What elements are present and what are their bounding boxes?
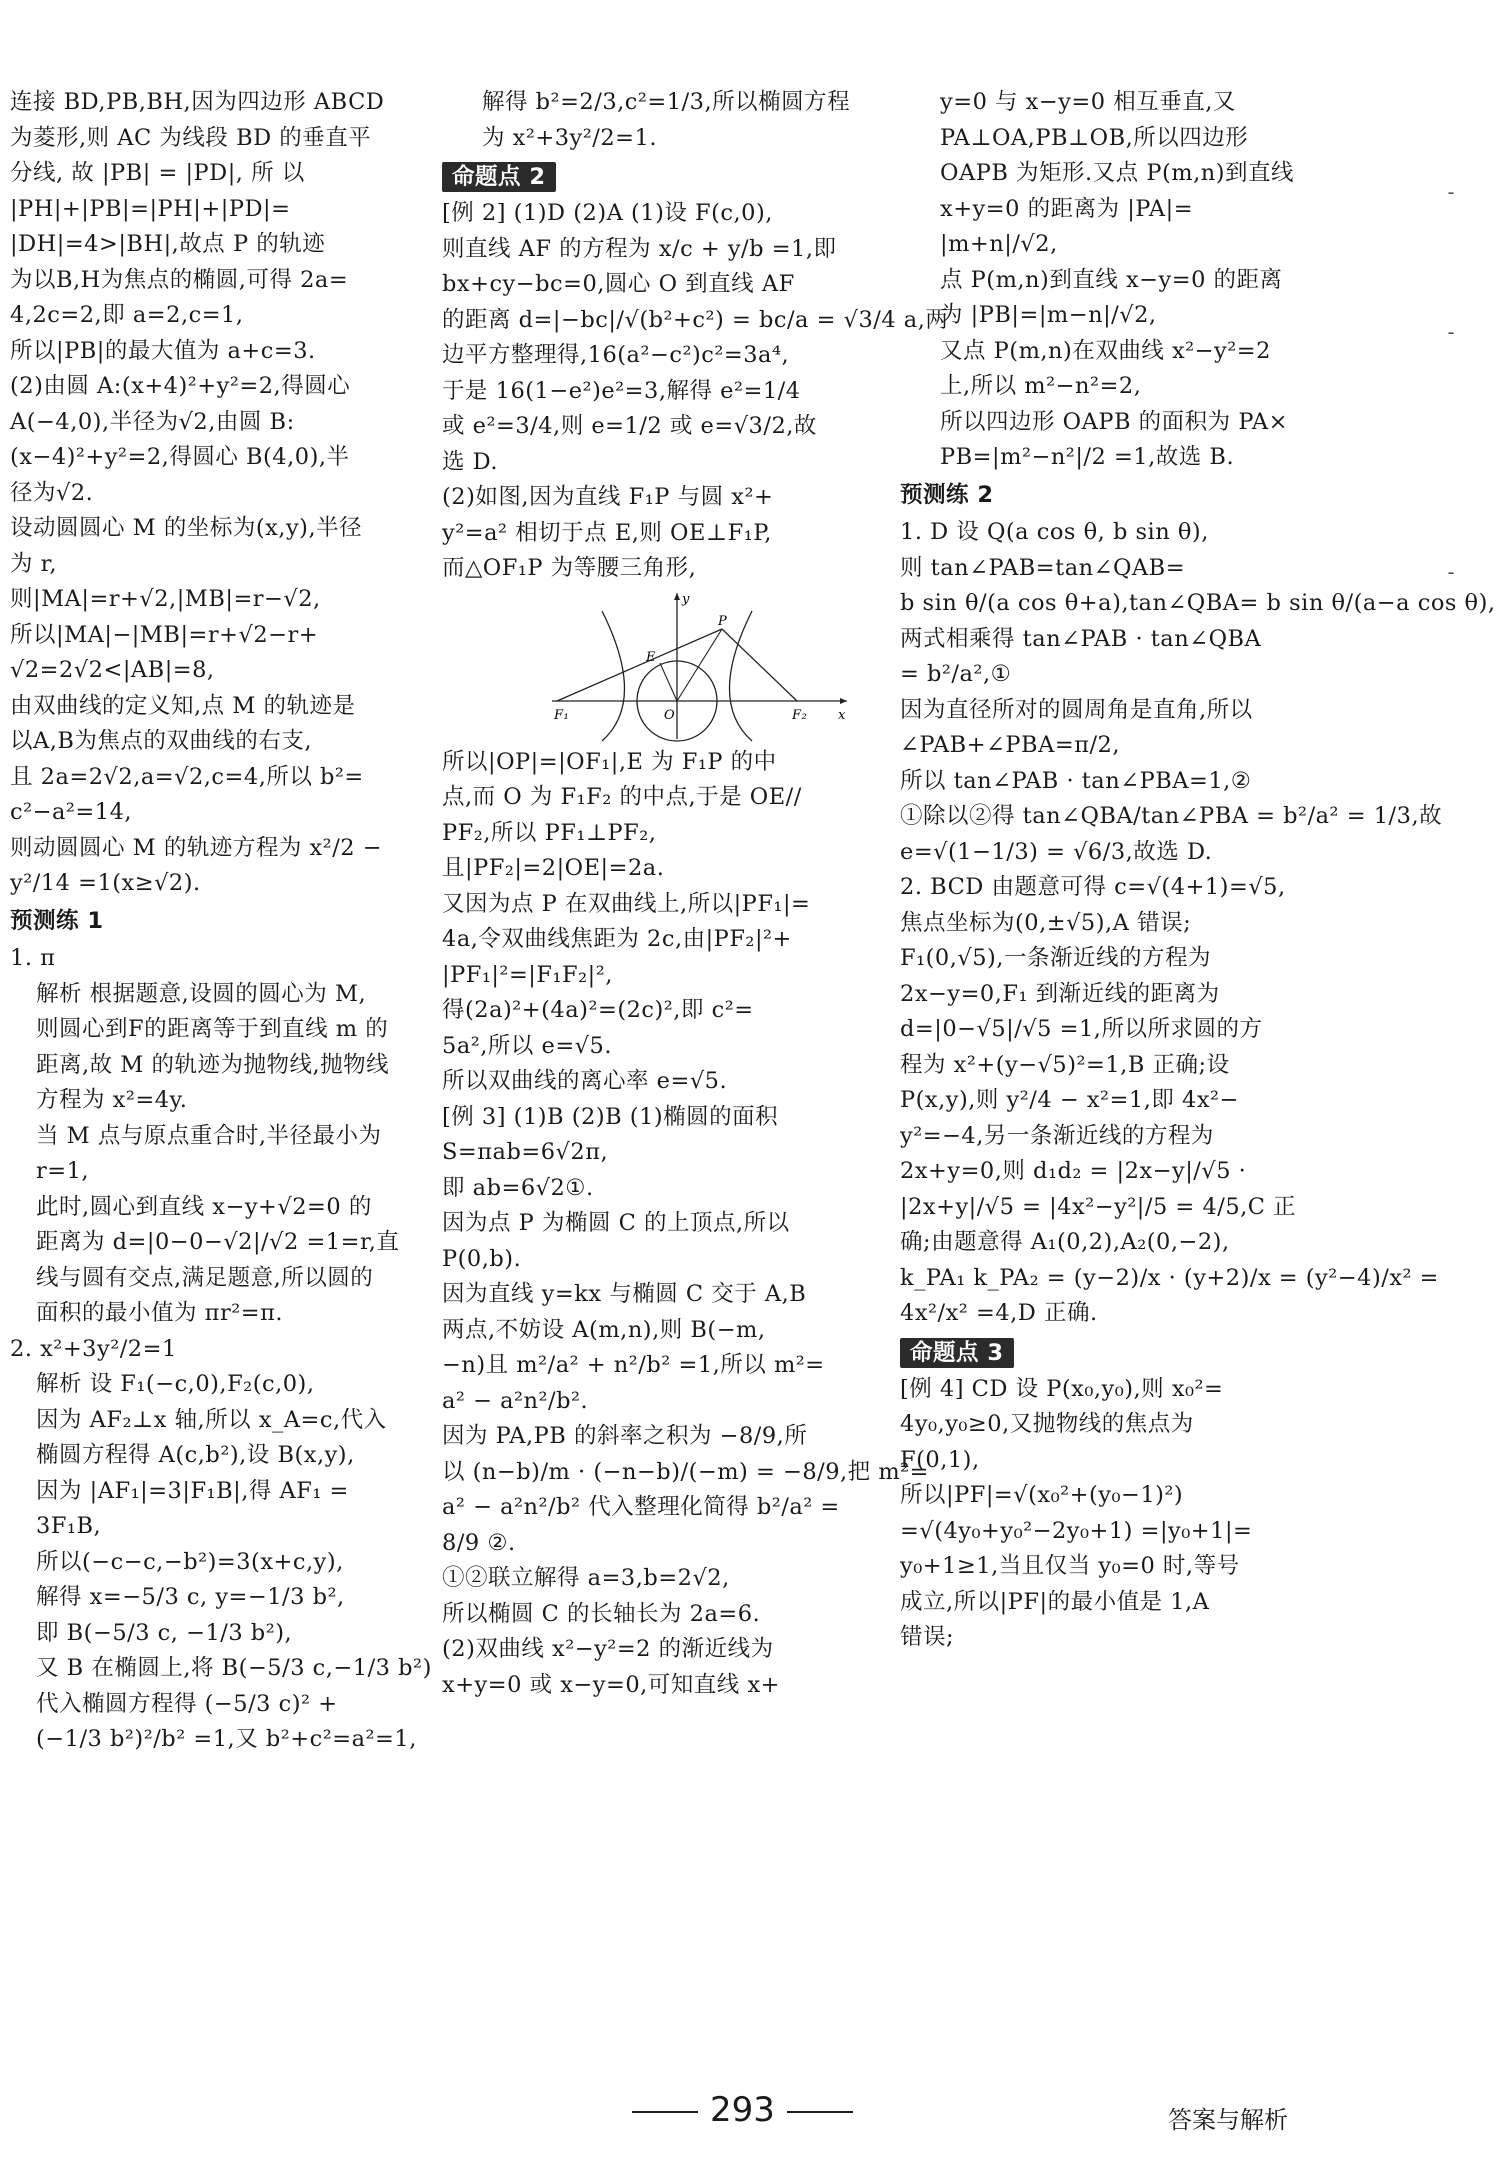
text-line: e=√(1−1/3) = √6/3,故选 D. bbox=[900, 838, 1213, 865]
text-line: S=πab=6√2π, bbox=[442, 1139, 609, 1165]
text-line: 2x−y=0,F₁ 到渐近线的距离为 bbox=[900, 980, 1220, 1007]
section-heading-practice-2: 预测练 2 bbox=[900, 481, 994, 508]
figure-label-y: y bbox=[682, 591, 690, 607]
text-line: 边平方整理得,16(a²−c²)c²=3a⁴, bbox=[442, 342, 790, 368]
text-line: 为菱形,则 AC 为线段 BD 的垂直平 bbox=[10, 124, 372, 151]
text-line: 所以 tan∠PAB · tan∠PBA=1,② bbox=[900, 767, 1252, 794]
text-line: [例 4] CD 设 P(x₀,y₀),则 x₀²= bbox=[900, 1375, 1224, 1402]
text-line: 此时,圆心到直线 x−y+√2=0 的 bbox=[36, 1193, 372, 1220]
text-line: 因为 PA,PB 的斜率之积为 −8/9,所 bbox=[442, 1423, 808, 1449]
figure-line-f1p bbox=[557, 629, 722, 701]
text-line: y²=−4,另一条渐近线的方程为 bbox=[900, 1122, 1214, 1149]
text-line: |PF₁|²=|F₁F₂|², bbox=[442, 961, 613, 988]
figure-label-f1: F₁ bbox=[554, 707, 570, 723]
text-line: y²/14 =1(x≥√2). bbox=[10, 870, 201, 896]
text-line: 两点,不妨设 A(m,n),则 B(−m, bbox=[442, 1316, 766, 1343]
text-line: 设动圆圆心 M 的坐标为(x,y),半径 bbox=[10, 515, 363, 541]
margin-mark: - bbox=[1444, 180, 1457, 204]
text-line: 又 B 在椭圆上,将 B(−5/3 c,−1/3 b²) bbox=[36, 1655, 432, 1681]
text-line: 分线, 故 |PB| = |PD|, 所 以 bbox=[10, 160, 305, 186]
text-line: k_PA₁ k_PA₂ = (y−2)/x · (y+2)/x = (y²−4)/x² = bbox=[900, 1264, 1440, 1291]
text-line: |m+n|/√2, bbox=[940, 231, 1058, 257]
text-line: 解得 x=−5/3 c, y=−1/3 b², bbox=[36, 1584, 345, 1610]
text-line: 而△OF₁P 为等腰三角形, bbox=[442, 555, 697, 581]
text-line: PB=|m²−n²|/2 =1,故选 B. bbox=[940, 444, 1235, 470]
text-line: 由双曲线的定义知,点 M 的轨迹是 bbox=[10, 692, 356, 719]
text-line: 所以(−c−c,−b²)=3(x+c,y), bbox=[36, 1548, 344, 1575]
text-line: F(0,1), bbox=[900, 1446, 980, 1473]
text-line: (2)双曲线 x²−y²=2 的渐近线为 bbox=[442, 1636, 774, 1662]
text-line: 所以椭圆 C 的长轴长为 2a=6. bbox=[442, 1600, 761, 1627]
text-line: 即 ab=6√2①. bbox=[442, 1174, 594, 1201]
column-left-text-top bbox=[10, 85, 442, 902]
column-right bbox=[900, 85, 1496, 1656]
text-line: P(x,y),则 y²/4 − x²=1,即 4x²− bbox=[900, 1087, 1239, 1113]
text-line: y₀+1≥1,当且仅当 y₀=0 时,等号 bbox=[900, 1553, 1240, 1579]
text-line: 线与圆有交点,满足题意,所以圆的 bbox=[36, 1264, 374, 1291]
text-line: bx+cy−bc=0,圆心 O 到直线 AF bbox=[442, 271, 795, 297]
tag-proposition-3: 命题点 3 bbox=[900, 1338, 1014, 1368]
column-right-text-practice2 bbox=[900, 515, 1496, 1332]
text-line: 当 M 点与原点重合时,半径最小为 bbox=[36, 1122, 382, 1149]
text-line: 确;由题意得 A₁(0,2),A₂(0,−2), bbox=[900, 1229, 1230, 1255]
text-line: F₁(0,√5),一条渐近线的方程为 bbox=[900, 945, 1211, 971]
text-line: √2=2√2<|AB|=8, bbox=[10, 657, 215, 683]
text-line: 或 e²=3/4,则 e=1/2 或 e=√3/2,故 bbox=[442, 413, 817, 439]
text-line: −n)且 m²/a² + n²/b² =1,所以 m²= bbox=[442, 1352, 825, 1378]
text-line: d=|0−√5|/√5 =1,所以所求圆的方 bbox=[900, 1016, 1263, 1042]
text-line: P(0,b). bbox=[442, 1245, 522, 1272]
figure-label-o: O bbox=[664, 707, 676, 723]
text-line: 点,而 O 为 F₁F₂ 的中点,于是 OE// bbox=[442, 784, 802, 810]
text-line: 成立,所以|PF|的最小值是 1,A bbox=[900, 1588, 1210, 1615]
text-line: b sin θ/(a cos θ+a),tan∠QBA= b sin θ/(a−a cos θ), bbox=[900, 590, 1496, 616]
text-line: 则直线 AF 的方程为 x/c + y/b =1,即 bbox=[442, 235, 837, 262]
text-line: 2x+y=0,则 d₁d₂ = |2x−y|/√5 · bbox=[900, 1158, 1247, 1184]
text-line: 代入椭圆方程得 (−5/3 c)² + bbox=[36, 1690, 338, 1717]
text-line: |2x+y|/√5 = |4x²−y²|/5 = 4/5,C 正 bbox=[900, 1193, 1297, 1220]
figure-label-e: E bbox=[646, 649, 656, 665]
text-line: (x−4)²+y²=2,得圆心 B(4,0),半 bbox=[10, 444, 350, 470]
text-line: 则动圆圆心 M 的轨迹方程为 x²/2 − bbox=[10, 834, 383, 861]
page-number-dash-left bbox=[632, 2111, 698, 2113]
text-line: 于是 16(1−e²)e²=3,解得 e²=1/4 bbox=[442, 377, 801, 404]
footer-section-label: 答案与解析 bbox=[1168, 2106, 1288, 2134]
margin-mark: - bbox=[1444, 560, 1457, 584]
text-line: [例 3] (1)B (2)B (1)椭圆的面积 bbox=[442, 1103, 779, 1130]
hyperbola-circle-figure bbox=[552, 591, 852, 741]
text-line: 因为 |AF₁|=3|F₁B|,得 AF₁ = bbox=[36, 1477, 349, 1504]
tag-proposition-2: 命题点 2 bbox=[442, 162, 556, 192]
text-line: 2. x²+3y²/2=1 bbox=[10, 1335, 177, 1362]
page-number-dash-right bbox=[787, 2111, 853, 2113]
text-line: 则 tan∠PAB=tan∠QAB= bbox=[900, 554, 1186, 581]
column-left-text-bottom bbox=[10, 941, 442, 1758]
page-number-value: 293 bbox=[710, 2090, 775, 2130]
text-line: x+y=0 的距离为 |PA|= bbox=[940, 195, 1194, 222]
text-line: 8/9 ②. bbox=[442, 1529, 516, 1556]
text-line: 得(2a)²+(4a)²=(2c)²,即 c²= bbox=[442, 997, 754, 1023]
text-line: 距离为 d=|0−0−√2|/√2 =1=r,直 bbox=[36, 1229, 400, 1255]
text-line: r=1, bbox=[36, 1158, 90, 1184]
text-line: y²=a² 相切于点 E,则 OE⊥F₁P, bbox=[442, 519, 772, 546]
text-line: 2. BCD 由题意可得 c=√(4+1)=√5, bbox=[900, 874, 1286, 900]
text-line: 以 (n−b)/m · (−n−b)/(−m) = −8/9,把 m²= bbox=[442, 1458, 930, 1485]
text-line: 为 r, bbox=[10, 550, 58, 577]
text-line: 3F₁B, bbox=[36, 1513, 102, 1539]
text-line: 因为点 P 为椭圆 C 的上顶点,所以 bbox=[442, 1210, 790, 1236]
text-line: (2)由圆 A:(x+4)²+y²=2,得圆心 bbox=[10, 373, 351, 399]
text-line: 则|MA|=r+√2,|MB|=r−√2, bbox=[10, 586, 321, 612]
text-line: a² − a²n²/b². bbox=[442, 1387, 589, 1414]
text-line: |DH|=4>|BH|,故点 P 的轨迹 bbox=[10, 231, 326, 257]
text-line: 4a,令双曲线焦距为 2c,由|PF₂|²+ bbox=[442, 926, 792, 952]
text-line: (2)如图,因为直线 F₁P 与圆 x²+ bbox=[442, 484, 774, 510]
text-line: ①除以②得 tan∠QBA/tan∠PBA = b²/a² = 1/3,故 bbox=[900, 803, 1443, 829]
figure-hyperbola-right bbox=[730, 611, 753, 741]
text-line: 且 2a=2√2,a=√2,c=4,所以 b²= bbox=[10, 763, 364, 790]
figure-line-oe bbox=[660, 663, 677, 701]
text-line: c²−a²=14, bbox=[10, 799, 133, 825]
text-line: PA⊥OA,PB⊥OB,所以四边形 bbox=[940, 124, 1249, 151]
text-line: 连接 BD,PB,BH,因为四边形 ABCD bbox=[10, 89, 385, 115]
text-line: a² − a²n²/b² 代入整理化简得 b²/a² = bbox=[442, 1494, 840, 1520]
text-line: 以A,B为焦点的双曲线的右支, bbox=[10, 728, 313, 754]
figure-label-x: x bbox=[838, 707, 846, 723]
column-middle-text-top bbox=[442, 85, 890, 156]
text-line: 错误; bbox=[900, 1624, 955, 1650]
text-line: 则圆心到F的距离等于到直线 m 的 bbox=[36, 1016, 389, 1042]
text-line: 所以|MA|−|MB|=r+√2−r+ bbox=[10, 621, 319, 648]
text-line: PF₂,所以 PF₁⊥PF₂, bbox=[442, 819, 657, 846]
text-line: 选 D. bbox=[442, 448, 499, 475]
section-heading-practice-1: 预测练 1 bbox=[10, 907, 104, 934]
text-line: 4,2c=2,即 a=2,c=1, bbox=[10, 302, 244, 328]
text-line: 焦点坐标为(0,±√5),A 错误; bbox=[900, 909, 1192, 936]
text-line: 1. D 设 Q(a cos θ, b sin θ), bbox=[900, 519, 1209, 545]
column-right-text-top bbox=[900, 85, 1352, 476]
text-line: ①②联立解得 a=3,b=2√2, bbox=[442, 1565, 730, 1591]
text-line: 解析 设 F₁(−c,0),F₂(c,0), bbox=[36, 1371, 315, 1397]
text-line: 所以四边形 OAPB 的面积为 PA× bbox=[940, 408, 1289, 435]
figure-x-arrow bbox=[840, 698, 847, 704]
text-line: x+y=0 或 x−y=0,可知直线 x+ bbox=[442, 1671, 780, 1698]
text-line: ∠PAB+∠PBA=π/2, bbox=[900, 732, 1121, 758]
text-line: 径为√2. bbox=[10, 479, 94, 506]
text-line: 又因为点 P 在双曲线上,所以|PF₁|= bbox=[442, 890, 811, 917]
column-left bbox=[10, 85, 442, 1758]
text-line: 5a²,所以 e=√5. bbox=[442, 1032, 613, 1059]
text-line: 4x²/x² =4,D 正确. bbox=[900, 1300, 1098, 1326]
text-line: (−1/3 b²)²/b² =1,又 b²+c²=a²=1, bbox=[36, 1726, 417, 1752]
text-line: 面积的最小值为 πr²=π. bbox=[36, 1300, 284, 1326]
text-line: 所以双曲线的离心率 e=√5. bbox=[442, 1068, 728, 1094]
text-line: 所以|PB|的最大值为 a+c=3. bbox=[10, 337, 316, 364]
text-line: 因为 AF₂⊥x 轴,所以 x_A=c,代入 bbox=[36, 1406, 387, 1433]
figure-label-f2: F₂ bbox=[792, 707, 808, 723]
text-line: |PH|+|PB|=|PH|+|PD|= bbox=[10, 195, 291, 222]
text-line: 4y₀,y₀≥0,又抛物线的焦点为 bbox=[900, 1411, 1194, 1437]
text-line: 所以|PF|=√(x₀²+(y₀−1)²) bbox=[900, 1482, 1184, 1508]
page-number bbox=[620, 2090, 865, 2130]
text-line: y=0 与 x−y=0 相互垂直,又 bbox=[940, 89, 1236, 115]
figure-label-p: P bbox=[718, 613, 728, 629]
text-line: 椭圆方程得 A(c,b²),设 B(x,y), bbox=[36, 1442, 355, 1468]
text-line: = b²/a²,① bbox=[900, 661, 1012, 687]
figure-line-pf2 bbox=[722, 629, 797, 701]
text-line: 方程为 x²=4y. bbox=[36, 1087, 188, 1113]
text-line: OAPB 为矩形.又点 P(m,n)到直线 bbox=[940, 160, 1294, 186]
text-line: 且|PF₂|=2|OE|=2a. bbox=[442, 855, 665, 881]
text-line: 解析 根据题意,设圆的圆心为 M, bbox=[36, 980, 367, 1007]
text-line: 又点 P(m,n)在双曲线 x²−y²=2 bbox=[940, 337, 1271, 364]
text-line: 程为 x²+(y−√5)²=1,B 正确;设 bbox=[900, 1051, 1230, 1078]
text-line: [例 2] (1)D (2)A (1)设 F(c,0), bbox=[442, 200, 773, 226]
margin-mark: - bbox=[1444, 320, 1457, 344]
text-line: 为 x²+3y²/2=1. bbox=[482, 124, 657, 151]
column-right-text-example4 bbox=[900, 1372, 1352, 1656]
figure-y-arrow bbox=[674, 593, 680, 600]
text-line: 为以B,H为焦点的椭圆,可得 2a= bbox=[10, 266, 349, 293]
text-line: 解得 b²=2/3,c²=1/3,所以椭圆方程 bbox=[482, 89, 851, 115]
text-line: 点 P(m,n)到直线 x−y=0 的距离 bbox=[940, 266, 1283, 293]
text-line: 因为直线 y=kx 与椭圆 C 交于 A,B bbox=[442, 1281, 807, 1307]
text-line: 为 |PB|=|m−n|/√2, bbox=[940, 302, 1157, 328]
text-line: 上,所以 m²−n²=2, bbox=[940, 373, 1142, 399]
text-line: 两式相乘得 tan∠PAB · tan∠QBA bbox=[900, 625, 1262, 652]
text-line: 距离,故 M 的轨迹为抛物线,抛物线 bbox=[36, 1051, 390, 1078]
text-line: =√(4y₀+y₀²−2y₀+1) =|y₀+1|= bbox=[900, 1517, 1253, 1544]
text-line: 因为直径所对的圆周角是直角,所以 bbox=[900, 696, 1253, 723]
text-line: 的距离 d=|−bc|/√(b²+c²) = bc/a = √3/4 a,两 bbox=[442, 306, 949, 333]
text-line: 所以|OP|=|OF₁|,E 为 F₁P 的中 bbox=[442, 748, 777, 775]
text-line: A(−4,0),半径为√2,由圆 B: bbox=[10, 408, 295, 435]
text-line: 即 B(−5/3 c, −1/3 b²), bbox=[36, 1619, 293, 1646]
text-line: 1. π bbox=[10, 945, 56, 971]
